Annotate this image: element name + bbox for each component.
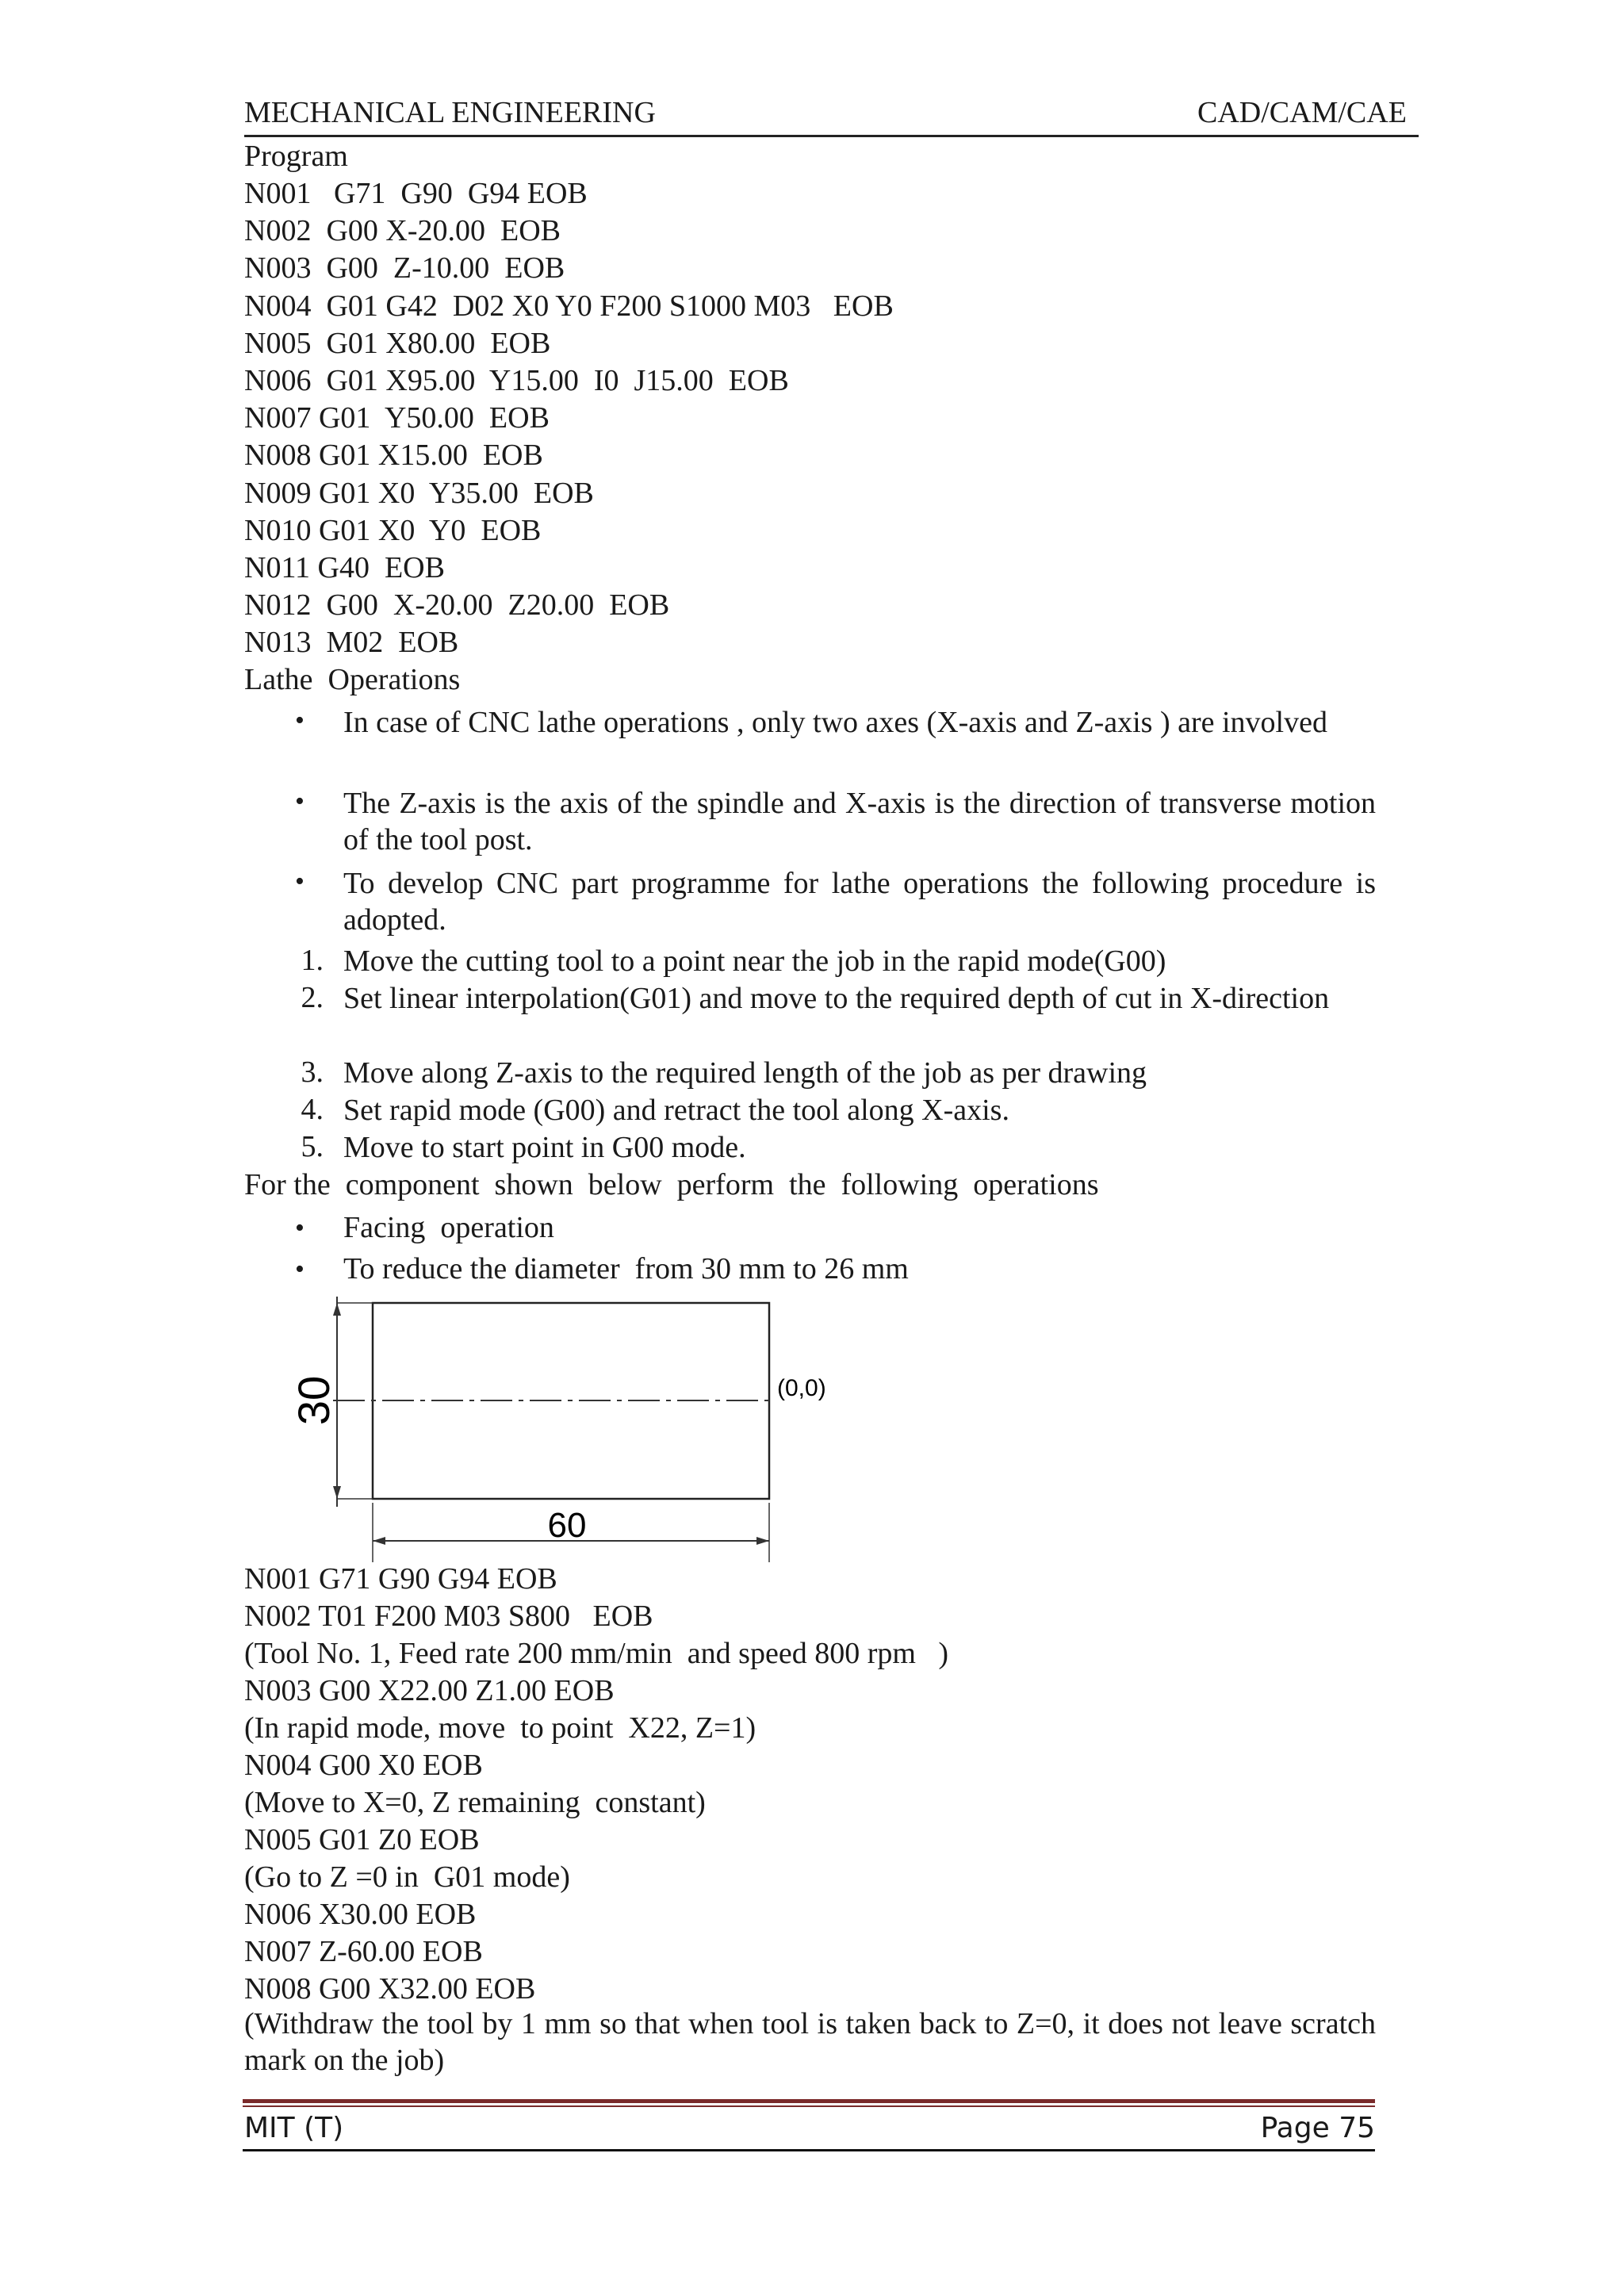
component-bullet: Facing operation: [343, 1211, 554, 1244]
program-line: N012 G00 X-20.00 Z20.00 EOB: [244, 588, 670, 623]
footer-rule: [243, 2099, 1375, 2103]
program-line: N011 G40 EOB: [244, 551, 445, 584]
bullet-marker: •: [295, 867, 304, 896]
code-line: N005 G01 Z0 EOB: [244, 1823, 480, 1856]
bullet-marker: •: [295, 706, 304, 735]
lathe-heading: Lathe Operations: [244, 663, 461, 696]
code-line: (Tool No. 1, Feed rate 200 mm/min and speed 800 rpm ): [244, 1637, 949, 1670]
program-line: N004 G01 G42 D02 X0 Y0 F200 S1000 M03 EOB: [244, 289, 894, 323]
step-number: 4.: [301, 1093, 324, 1126]
height-label: 30: [289, 1375, 339, 1426]
code-line: (Go to Z =0 in G01 mode): [244, 1860, 570, 1894]
program-line: N003 G00 Z-10.00 EOB: [244, 251, 565, 285]
program-line: N009 G01 X0 Y35.00 EOB: [244, 476, 594, 510]
program-line: N001 G71 G90 G94 EOB: [244, 177, 588, 210]
footer-page-number: Page 75: [1260, 2112, 1375, 2144]
bullet-marker: •: [295, 787, 304, 816]
closing-paragraph: (Withdraw the tool by 1 mm so that when tool is taken back to Z=0, it does not leave scratch mark on the job): [244, 2007, 1376, 2077]
program-line: N005 G01 X80.00 EOB: [244, 326, 551, 360]
code-line: N004 G00 X0 EOB: [244, 1749, 483, 1782]
arrowhead: [373, 1537, 385, 1545]
program-line: N013 M02 EOB: [244, 626, 459, 660]
bullet-text: The Z-axis is the axis of the spindle and X-axis is the direction of transverse motion of the tool post.: [343, 787, 1376, 856]
step-text: Move along Z-axis to the required length of the job as per drawing: [343, 1056, 1147, 1090]
arrowhead: [333, 1486, 341, 1499]
footer-rule: [243, 2105, 1375, 2107]
step-number: 1.: [301, 944, 324, 977]
footer-left: MIT (T): [244, 2112, 344, 2144]
bullet-marker: •: [295, 1213, 304, 1243]
step-number: 2.: [301, 981, 324, 1014]
code-line: N003 G00 X22.00 Z1.00 EOB: [244, 1674, 615, 1707]
step-number: 3.: [301, 1056, 324, 1089]
step-text: Move the cutting tool to a point near the job in the rapid mode(G00): [343, 944, 1166, 978]
component-bullet: To reduce the diameter from 30 mm to 26 mm: [343, 1252, 909, 1285]
arrowhead: [333, 1303, 341, 1316]
program-line: N002 G00 X-20.00 EOB: [244, 214, 561, 248]
length-label: 60: [547, 1506, 587, 1545]
bullet-text: In case of CNC lathe operations , only two axes (X-axis and Z-axis ) are involved: [343, 706, 1327, 739]
component-intro: For the component shown below perform the following operations: [244, 1168, 1099, 1201]
footer-bottom-rule: [243, 2149, 1375, 2151]
header-rule: [244, 135, 1419, 137]
program-heading: Program: [244, 140, 348, 173]
step-text: Move to start point in G00 mode.: [343, 1131, 746, 1164]
step-number: 5.: [301, 1130, 324, 1163]
bullet-marker: •: [295, 1255, 304, 1284]
program-line: N008 G01 X15.00 EOB: [244, 439, 543, 473]
code-line: N006 X30.00 EOB: [244, 1898, 477, 1931]
code-line: N002 T01 F200 M03 S800 EOB: [244, 1600, 653, 1633]
code-line: (In rapid mode, move to point X22, Z=1): [244, 1711, 756, 1745]
origin-label: (0,0): [777, 1375, 826, 1401]
program-line: N010 G01 X0 Y0 EOB: [244, 513, 542, 547]
step-text: Set rapid mode (G00) and retract the tool along X-axis.: [343, 1094, 1009, 1127]
code-line: N008 G00 X32.00 EOB: [244, 1972, 536, 2006]
program-line: N007 G01 Y50.00 EOB: [244, 401, 550, 435]
component-drawing: [285, 1289, 856, 1562]
header-right: CAD/CAM/CAE: [1197, 96, 1407, 129]
bullet-text: To develop CNC part programme for lathe operations the following procedure is adopted.: [343, 867, 1376, 937]
code-line: (Move to X=0, Z remaining constant): [244, 1786, 706, 1819]
code-line: N001 G71 G90 G94 EOB: [244, 1562, 557, 1596]
step-text: Set linear interpolation(G01) and move to the required depth of cut in X-direction: [343, 982, 1330, 1015]
arrowhead: [756, 1537, 769, 1545]
code-line: N007 Z-60.00 EOB: [244, 1935, 483, 1968]
header-left: MECHANICAL ENGINEERING: [244, 96, 656, 129]
program-line: N006 G01 X95.00 Y15.00 I0 J15.00 EOB: [244, 364, 789, 397]
